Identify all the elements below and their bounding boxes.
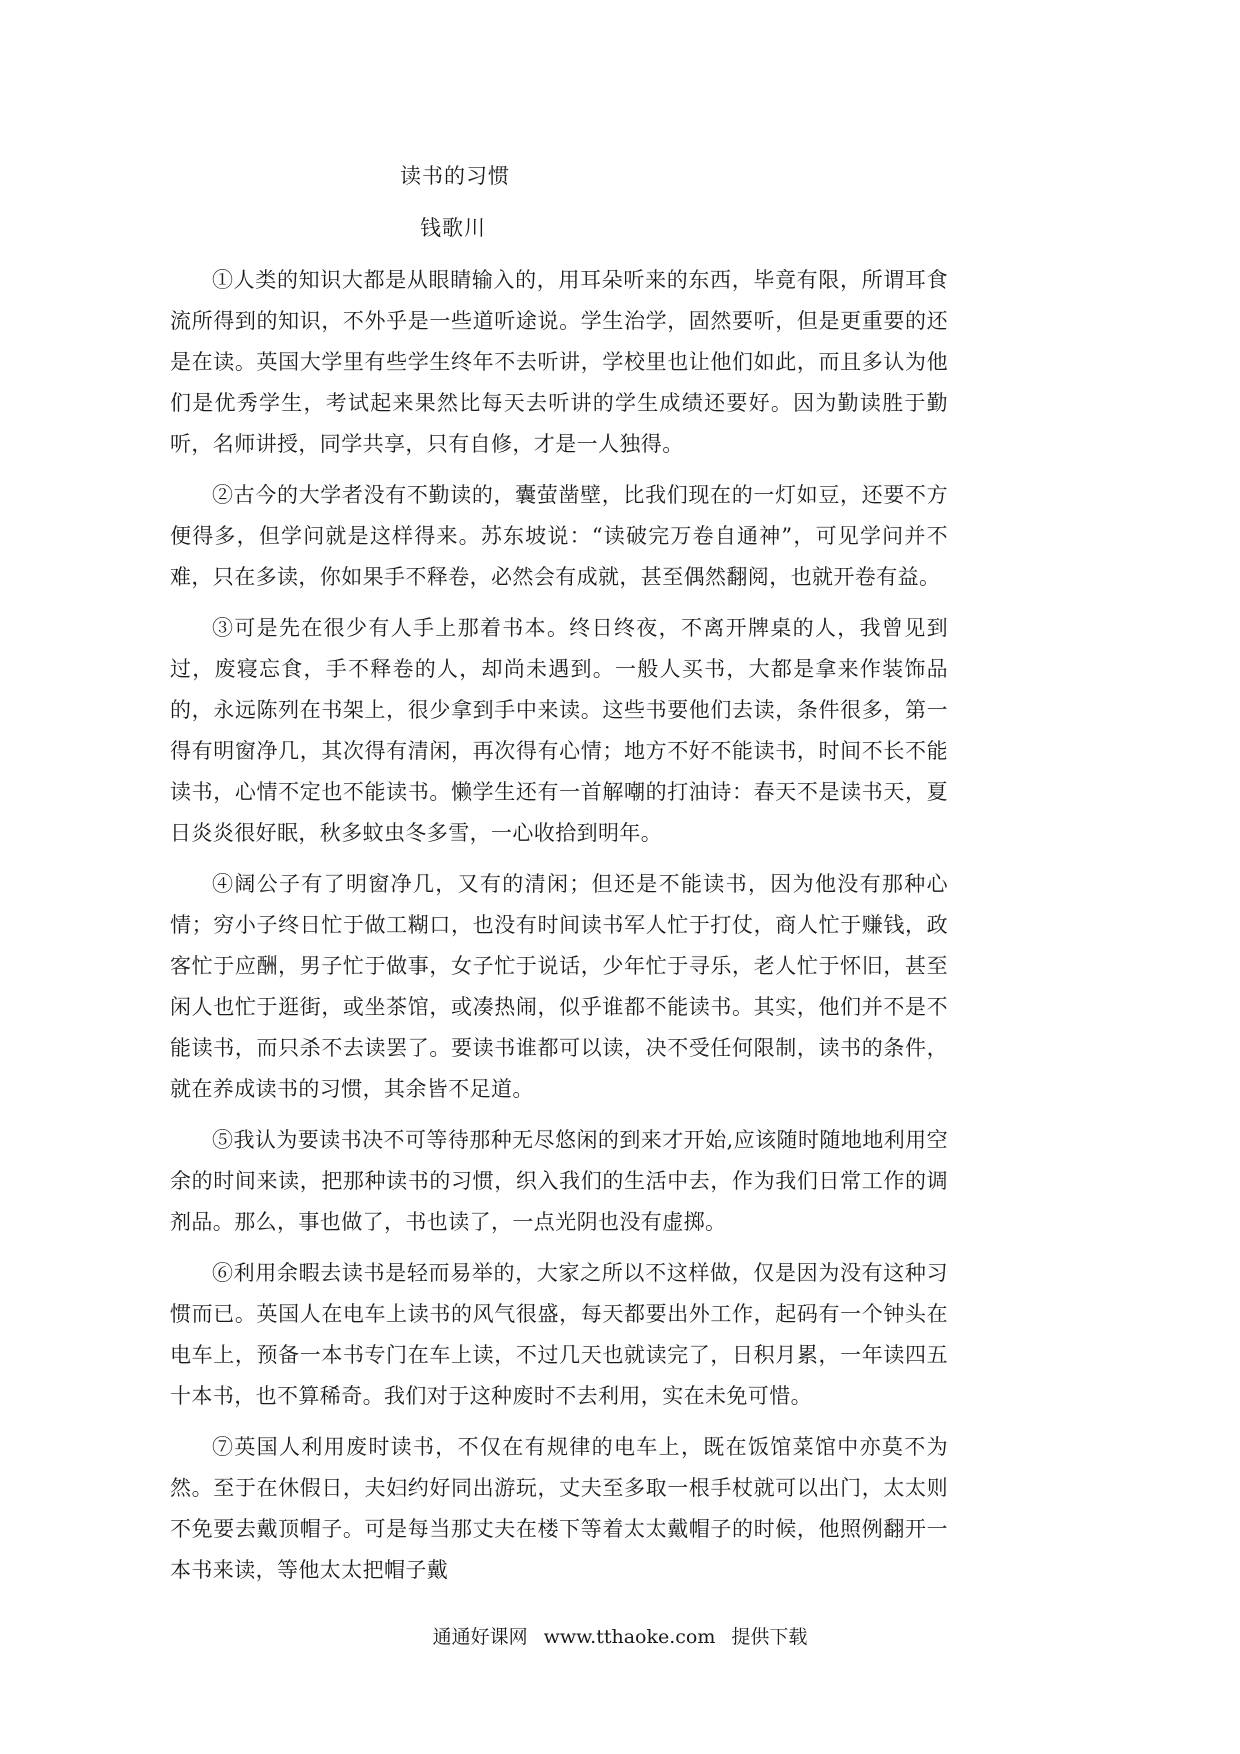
article-title: 读书的习惯 — [400, 164, 510, 188]
paragraph-1: ①人类的知识大都是从眼睛输入的，用耳朵听来的东西，毕竟有限，所谓耳食流所得到的知识，不外乎是一些道听途说。学生治学，固然要听，但是更重要的还是在读。英国大学里有些学生终年不去听讲，学校里也让他们如此，而且多认为他们是优秀学生，考试起来果然比每天去听讲的学生成绩还要好。因为勤读胜于勤听，名师讲授，同学共享，只有自修，才是一人独得。 — [170, 268, 948, 456]
footer-site-name: 通通好课网 — [432, 1626, 528, 1648]
page-footer — [0, 1622, 1240, 1649]
article-author: 钱歌川 — [420, 216, 486, 240]
paragraph-6: ⑥利用余暇去读书是轻而易举的，大家之所以不这样做，仅是因为没有这种习惯而已。英国人在电车上读书的风气很盛，每天都要出外工作，起码有一个钟头在电车上，预备一本书专门在车上读，不过几天也就读完了，日积月累，一年读四五十本书，也不算稀奇。我们对于这种废时不去利用，实在未免可惜。 — [170, 1261, 948, 1408]
article-body — [170, 260, 948, 1601]
paragraph-2: ②古今的大学者没有不勤读的，囊萤凿壁，比我们现在的一灯如豆，还要不方便得多，但学问就是这样得来。苏东坡说：“读破完万卷自通神”，可见学问并不难，只在多读，你如果手不释卷，必然会有成就，甚至偶然翻阅，也就开卷有益。 — [170, 483, 948, 589]
paragraph-5: ⑤我认为要读书决不可等待那种无尽悠闲的到来才开始,应该随时随地地利用空余的时间来读，把那种读书的习惯，织入我们的生活中去，作为我们日常工作的调剂品。那么，事也做了，书也读了，一点光阴也没有虚掷。 — [170, 1128, 948, 1234]
paragraph-4: ④阔公子有了明窗净几，又有的清闲；但还是不能读书，因为他没有那种心情；穷小子终日忙于做工糊口，也没有时间读书军人忙于打仗，商人忙于赚钱，政客忙于应酬，男子忙于做事，女子忙于说话，少年忙于寻乐，老人忙于怀旧，甚至闲人也忙于逛街，或坐茶馆，或凑热闹，似乎谁都不能读书。其实，他们并不是不能读书，而只杀不去读罢了。要读书谁都可以读，决不受任何限制，读书的条件，就在养成读书的习惯，其余皆不足道。 — [170, 872, 948, 1101]
paragraph-3: ③可是先在很少有人手上那着书本。终日终夜，不离开牌桌的人，我曾见到过，废寝忘食，手不释卷的人，却尚未遇到。一般人买书，大都是拿来作装饰品的，永远陈列在书架上，很少拿到手中来读。这些书要他们去读，条件很多，第一得有明窗净几，其次得有清闲，再次得有心情；地方不好不能读书，时间不长不能读书，心情不定也不能读书。懒学生还有一首解嘲的打油诗：春天不是读书天，夏日炎炎很好眠，秋多蚊虫冬多雪，一心收拾到明年。 — [170, 616, 948, 845]
footer-url: www.tthaoke.com — [543, 1626, 716, 1648]
footer-note: 提供下载 — [731, 1626, 808, 1648]
paragraph-7: ⑦英国人利用废时读书，不仅在有规律的电车上，既在饭馆菜馆中亦莫不为然。至于在休假日，夫妇约好同出游玩，丈夫至多取一根手杖就可以出门，太太则不免要去戴顶帽子。可是每当那丈夫在楼下等着太太戴帽子的时候，他照例翻开一本书来读，等他太太把帽子戴 — [170, 1435, 948, 1582]
